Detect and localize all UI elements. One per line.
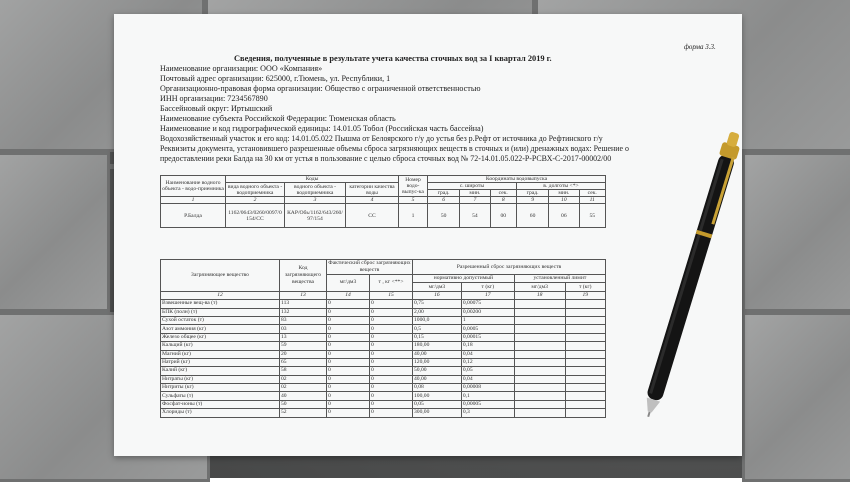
col-header: сек. [579,190,606,197]
data-cell: 40,00 [413,350,462,358]
col-header: вида водного объекта - водоприемника [226,183,285,197]
index-cell: 15 [370,291,413,299]
index-cell: 3 [285,197,346,204]
index-cell: 5 [399,197,428,204]
data-cell: 120,00 [413,358,462,366]
data-cell: 0,15 [413,333,462,341]
index-cell: 10 [549,197,579,204]
data-cell: 0 [370,367,413,375]
data-cell: 1 [461,316,514,324]
col-header: водного объекта - водоприемника [285,183,346,197]
document-title: Сведения, полученные в результате учета качества сточных вод за I квартал 2019 г. [234,54,552,63]
header-line: Наименование организации: ООО «Компания» [160,64,323,73]
data-cell: 0,12 [461,358,514,366]
data-cell: 50 [428,204,460,228]
data-cell: 0 [327,384,370,392]
index-cell: 4 [346,197,399,204]
data-cell: 0 [370,409,413,417]
col-header: град. [516,190,548,197]
col-header: мг/дм3 [413,283,462,291]
col-header: Наименование водного объекта - водо-приемника [161,176,226,197]
index-cell: 12 [161,291,280,299]
col-header: сек. [490,190,516,197]
data-cell: 0 [327,342,370,350]
data-cell: 132 [280,308,327,316]
data-cell: 0,00200 [461,308,514,316]
data-cell: 0,0005 [461,325,514,333]
data-cell: 40 [280,392,327,400]
col-header: в. долготы <*> [516,183,605,190]
col-header: мг/дм3 [514,283,565,291]
data-cell: 0 [370,308,413,316]
index-cell: 16 [413,291,462,299]
index-cell: 13 [280,291,327,299]
data-cell: СС [346,204,399,228]
data-cell: 50,00 [413,367,462,375]
index-cell: 18 [514,291,565,299]
data-cell: Магний (кг) [161,350,280,358]
data-cell: Фосфат-ионы (т) [161,400,280,408]
data-cell: 59 [280,342,327,350]
data-cell: 0 [370,375,413,383]
header-line: Водохозяйственный участок и его код: 14.01.05.022 Пышма от Белоярского г/у до устья без р.Рефт от источника до Рефтинского г/у [160,134,603,143]
data-cell: 0,05 [413,400,462,408]
data-cell: Натрий (кг) [161,358,280,366]
index-cell: 11 [579,197,606,204]
header-line: ИНН организации: 7234567890 [160,94,268,103]
data-cell: Взвешенные вещ-ва (т) [161,300,280,308]
data-cell: 58 [280,367,327,375]
data-cell: Азот аммония (кг) [161,325,280,333]
header-line: Организационно-правовая форма организации: Общество с ограниченной ответственностью [160,84,481,93]
data-cell: Нитриты (кг) [161,384,280,392]
col-header: нормативно допустимый [413,275,515,283]
data-cell: 0,5 [413,325,462,333]
data-cell: 0 [370,325,413,333]
index-cell: 8 [490,197,516,204]
col-header: т (кг) [461,283,514,291]
data-cell: 113 [280,300,327,308]
index-cell: 1 [161,197,226,204]
data-cell: 0,00015 [461,333,514,341]
data-cell: 83 [280,316,327,324]
data-cell: Калий (кг) [161,367,280,375]
data-cell: 0 [370,400,413,408]
index-cell: 17 [461,291,514,299]
col-header: Разрешенный сброс загрязняющих веществ [413,260,606,275]
header-line: Почтовый адрес организации: 625000, г.Тюмень, ул. Республики, 1 [160,74,391,83]
data-cell: 0 [370,300,413,308]
data-cell: 0 [327,392,370,400]
index-cell: 9 [516,197,548,204]
data-cell: Р.Балда [161,204,226,228]
col-header: т (кг) [565,283,605,291]
data-cell: 0 [370,342,413,350]
data-cell: 55 [579,204,606,228]
form-label: форма 3.3. [684,43,716,51]
data-cell: БПК (полн) (т) [161,308,280,316]
data-cell: Нитраты (кг) [161,375,280,383]
data-cell: 180,00 [413,342,462,350]
index-cell: 7 [460,197,490,204]
data-cell: Хлориды (т) [161,409,280,417]
data-cell: 300,00 [413,409,462,417]
data-cell: 0 [327,300,370,308]
data-cell: 0 [370,384,413,392]
data-cell: 2,00 [413,308,462,316]
data-cell: 0,08 [413,384,462,392]
header-line: Наименование субъекта Российской Федерации: Тюменская область [160,114,396,123]
col-header: мин. [549,190,579,197]
data-cell: 0,04 [461,350,514,358]
data-cell: Сульфаты (т) [161,392,280,400]
pen-point [647,412,650,417]
data-cell: 54 [460,204,490,228]
col-header: установленный лимит [514,275,605,283]
data-cell: 13 [280,333,327,341]
data-cell: 0,00008 [461,384,514,392]
data-cell: 0,3 [461,409,514,417]
data-cell: 50 [280,400,327,408]
data-cell: 0,18 [461,342,514,350]
data-cell: 40,00 [413,375,462,383]
data-cell: 0 [327,409,370,417]
col-header: с. широты [428,183,517,190]
data-cell: 0,75 [413,300,462,308]
data-cell: 0 [327,400,370,408]
header-line: Наименование и код гидрографической единицы: 14.01.05 Тобол (Российская часть бассейна) [160,124,484,133]
data-cell: 0 [327,367,370,375]
data-cell: 0 [327,375,370,383]
data-cell: 1 [399,204,428,228]
data-cell: 20 [280,350,327,358]
header-line: Бассейновый округ: Иртышский [160,104,273,113]
col-header: мг/дм3 [327,275,370,292]
index-cell: 2 [226,197,285,204]
data-cell: 0 [370,333,413,341]
data-cell: 0,00075 [461,300,514,308]
data-cell: Сухой остаток (т) [161,316,280,324]
data-cell: 0,04 [461,375,514,383]
pen-button [726,131,740,147]
data-cell: Кальций (кг) [161,342,280,350]
data-cell: 0 [370,392,413,400]
data-cell: КАР/Обь/1162/643/260/97/154 [285,204,346,228]
header-line: предоставлении реки Балда на 30 км от устья в пользование с целью сброса сточных вод № 72-14.01.05.022-Р-РСВХ-С-2017-00002/00 [160,154,612,163]
data-cell: 100,00 [413,392,462,400]
data-cell: 0 [327,358,370,366]
index-cell: 19 [565,291,605,299]
data-cell: 60 [516,204,548,228]
data-cell: 0,1 [461,392,514,400]
col-header: град. [428,190,460,197]
data-cell: 03 [280,325,327,333]
data-cell: 02 [280,384,327,392]
data-cell: 0,05 [461,367,514,375]
data-cell: 00 [490,204,516,228]
data-cell: 0 [327,308,370,316]
data-cell: 02 [280,375,327,383]
data-cell: 52 [280,409,327,417]
data-cell: 0 [327,350,370,358]
data-cell: 65 [280,358,327,366]
data-cell: 0 [327,325,370,333]
data-cell: 0 [370,358,413,366]
data-cell: 1000,0 [413,316,462,324]
data-cell: 0 [370,350,413,358]
data-cell: Железо общее (кг) [161,333,280,341]
col-header: Номер водо-выпус-ка [399,176,428,197]
col-header: т , кг <**> [370,275,413,292]
col-header: Код загрязняющего вещества [280,260,327,292]
header-line: Реквизиты документа, установившего разрешенные объемы сброса загрязняющих веществ в сточных и (или) дренажных водах: Решение о [160,144,629,153]
data-cell: 0 [327,333,370,341]
col-header: Загрязняющее вещество [161,260,280,292]
col-header: категории качества воды [346,183,399,197]
col-header: Коды [226,176,399,183]
data-cell: 0 [327,316,370,324]
pen-highlight [649,159,724,394]
data-cell: 1162/0643/0260/0097/0154/СС [226,204,285,228]
index-cell: 14 [327,291,370,299]
col-header: Фактический сброс загрязняющих веществ [328,260,411,273]
col-header: мин. [460,190,490,197]
index-cell: 6 [428,197,460,204]
data-cell: 06 [549,204,579,228]
col-header: Координаты водовыпуска [428,176,606,183]
data-cell: 0,00005 [461,400,514,408]
data-cell: 0 [370,316,413,324]
